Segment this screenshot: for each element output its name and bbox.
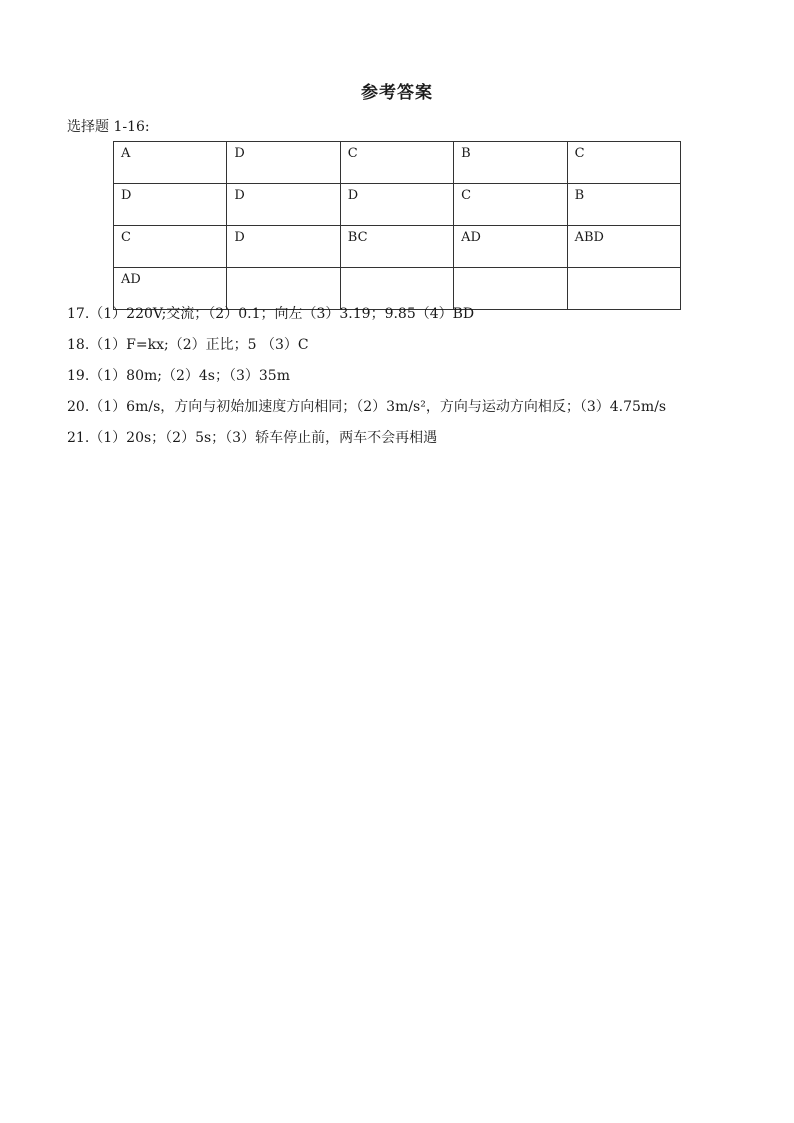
table-cell: D: [114, 184, 227, 226]
answer-list: [67, 303, 767, 458]
table-cell: AD: [114, 268, 227, 310]
answer-19: 19.（1）80m;（2）4s；（3）35m: [67, 368, 290, 384]
table-cell: D: [340, 184, 453, 226]
multiple-choice-label: 选择题 1-16:: [67, 119, 150, 135]
table-row: [114, 142, 681, 184]
table-cell: D: [227, 226, 340, 268]
table-cell: C: [114, 226, 227, 268]
answer-18: 18.（1）F=kx;（2）正比；5 （3）C: [67, 337, 309, 353]
table-row: [114, 184, 681, 226]
table-cell: BC: [340, 226, 453, 268]
answer-21: 21.（1）20s；（2）5s；（3）轿车停止前，两车不会再相遇: [67, 430, 438, 446]
answer-table: [113, 141, 681, 310]
table-cell: C: [567, 142, 680, 184]
page-title: 参考答案: [361, 83, 433, 103]
table-cell: D: [227, 184, 340, 226]
table-cell: D: [227, 142, 340, 184]
table-cell: C: [454, 184, 567, 226]
answer-17: 17.（1）220V;交流；（2）0.1；向左（3）3.19；9.85（4）BD: [67, 306, 475, 322]
table-cell: B: [454, 142, 567, 184]
table-row: [114, 226, 681, 268]
table-cell: A: [114, 142, 227, 184]
table-cell: B: [567, 184, 680, 226]
answer-20: 20.（1）6m/s，方向与初始加速度方向相同；（2）3m/s²，方向与运动方向相反；（3）4.75m/s: [67, 399, 667, 415]
table-cell: AD: [454, 226, 567, 268]
table-cell: ABD: [567, 226, 680, 268]
table-cell: C: [340, 142, 453, 184]
